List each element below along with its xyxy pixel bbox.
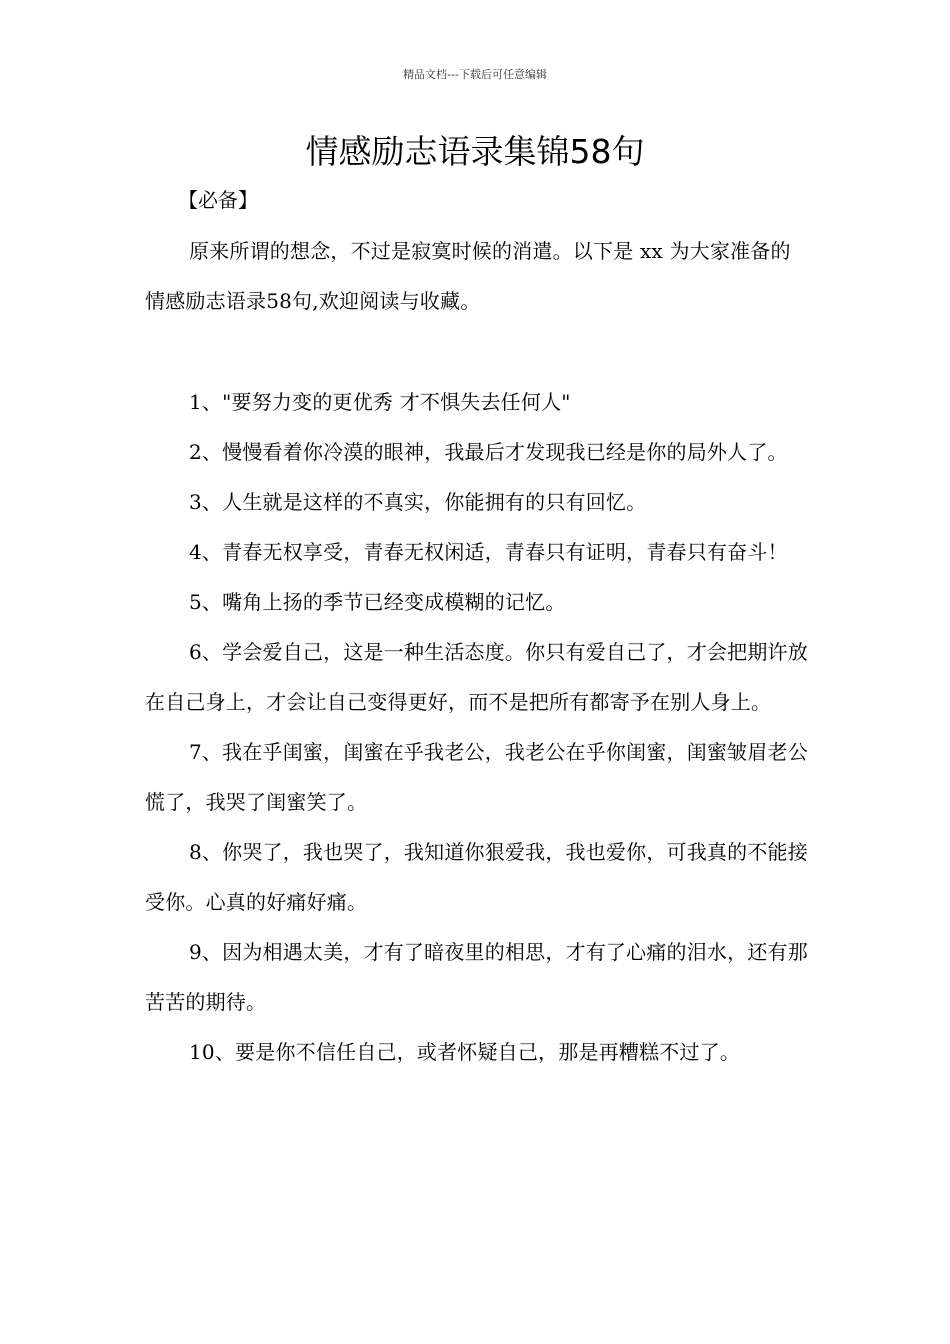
quote-list [145, 377, 810, 1077]
list-item: 8、你哭了，我也哭了，我知道你狠爱我，我也爱你，可我真的不能接受你。心真的好痛好痛。 [145, 840, 808, 914]
page-title: 情感励志语录集锦58句 [305, 132, 645, 171]
list-item: 10、要是你不信任自己，或者怀疑自己，那是再糟糕不过了。 [189, 1040, 741, 1064]
list-item: 1、"要努力变的更优秀 才不惧失去任何人" [189, 390, 571, 414]
tag-label: 【必备】 [178, 188, 258, 212]
header-note: 精品文档---下载后可任意编辑 [403, 68, 547, 81]
list-item: 2、慢慢看着你冷漠的眼神，我最后才发现我已经是你的局外人了。 [189, 440, 788, 464]
intro-block [145, 226, 810, 326]
list-item: 6、学会爱自己，这是一种生活态度。你只有爱自己了，才会把期许放在自己身上，才会让自己变得更好，而不是把所有都寄予在别人身上。 [145, 640, 808, 714]
list-item: 7、我在乎闺蜜，闺蜜在乎我老公，我老公在乎你闺蜜，闺蜜皱眉老公慌了，我哭了闺蜜笑了。 [145, 740, 808, 814]
list-item: 4、青春无权享受，青春无权闲适，青春只有证明，青春只有奋斗！ [189, 540, 788, 564]
list-item: 9、因为相遇太美，才有了暗夜里的相思，才有了心痛的泪水，还有那苦苦的期待。 [145, 940, 808, 1014]
list-item: 5、嘴角上扬的季节已经变成模糊的记忆。 [189, 590, 566, 614]
list-item: 3、人生就是这样的不真实，你能拥有的只有回忆。 [189, 490, 647, 514]
intro-paragraph: 原来所谓的想念，不过是寂寞时候的消遣。以下是 xx 为大家准备的情感励志语录58句,欢迎阅读与收藏。 [145, 239, 791, 313]
